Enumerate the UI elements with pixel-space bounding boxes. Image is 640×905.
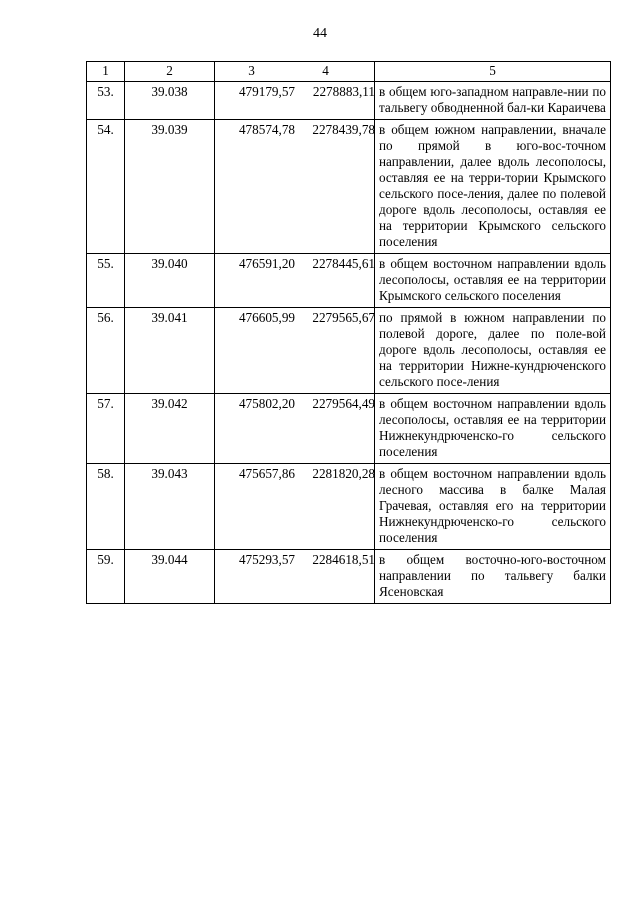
coordinates-cell <box>215 550 375 604</box>
page-number: 44 <box>313 26 327 41</box>
header-col-4: 4 <box>322 63 329 78</box>
row-number: 56. <box>87 308 125 394</box>
coord-y: 2278439,78 <box>312 122 375 137</box>
point-id: 39.041 <box>125 308 215 394</box>
table-row <box>87 550 611 604</box>
row-number: 57. <box>87 394 125 464</box>
point-id: 39.039 <box>125 120 215 254</box>
coord-x: 476591,20 <box>238 256 295 271</box>
table-row <box>87 464 611 550</box>
coordinates-cell <box>215 120 375 254</box>
coord-y: 2279565,67 <box>312 310 375 325</box>
coordinates-cell <box>215 464 375 550</box>
point-id: 39.044 <box>125 550 215 604</box>
table-row <box>87 120 611 254</box>
point-id: 39.043 <box>125 464 215 550</box>
direction-description: в общем южном направлении, вначале по прямой в юго-вос-точном направлении, далее вдоль лесополосы, оставляя ее на терри-тории Крымского сельского посе-ления, далее по полевой дороге вдоль лесополосы, оставляя ее на территории Крымского сельского поселения <box>375 120 611 254</box>
row-number: 53. <box>87 82 125 120</box>
coord-x: 475293,57 <box>238 552 295 567</box>
row-number: 58. <box>87 464 125 550</box>
table-row <box>87 394 611 464</box>
coordinates-cell <box>215 394 375 464</box>
row-number: 54. <box>87 120 125 254</box>
point-id: 39.040 <box>125 254 215 308</box>
direction-description: в общем восточно-юго-восточном направлении по тальвегу балки Ясеновская <box>375 550 611 604</box>
direction-description: в общем восточном направлении вдоль лесополосы, оставляя ее на территории Крымского сельского поселения <box>375 254 611 308</box>
coord-y: 2284618,51 <box>312 552 375 567</box>
table-row <box>87 308 611 394</box>
row-number: 59. <box>87 550 125 604</box>
coord-x: 475802,20 <box>238 396 295 411</box>
table-row <box>87 254 611 308</box>
header-col-5: 5 <box>375 62 611 82</box>
direction-description: в общем восточном направлении вдоль лесного массива в балке Малая Грачевая, оставляя его на территории Нижнекундрюченско-го сельского поселения <box>375 464 611 550</box>
coord-y: 2281820,28 <box>312 466 375 481</box>
point-id: 39.042 <box>125 394 215 464</box>
coord-x: 475657,86 <box>238 466 295 481</box>
coord-y: 2278445,61 <box>312 256 375 271</box>
coord-x: 478574,78 <box>238 122 295 137</box>
coord-y: 2278883,11 <box>312 84 375 99</box>
coordinates-cell <box>215 308 375 394</box>
coord-x: 476605,99 <box>238 310 295 325</box>
header-col-3-4 <box>215 62 375 82</box>
coordinates-cell <box>215 254 375 308</box>
header-col-3: 3 <box>248 63 255 78</box>
direction-description: по прямой в южном направлении по полевой дороге, далее по поле-вой дороге вдоль лесополосы, оставляя ее на территории Нижне-кундрюченского сельского посе-ления <box>375 308 611 394</box>
point-id: 39.038 <box>125 82 215 120</box>
direction-description: в общем юго-западном направле-нии по тальвегу обводненной бал-ки Караичева <box>375 82 611 120</box>
coord-y: 2279564,49 <box>312 396 375 411</box>
coord-x: 479179,57 <box>238 84 295 99</box>
direction-description: в общем восточном направлении вдоль лесополосы, оставляя ее на территории Нижнекундрюченско-го сельского поселения <box>375 394 611 464</box>
coordinates-cell <box>215 82 375 120</box>
header-col-1: 1 <box>87 62 125 82</box>
table-row <box>87 82 611 120</box>
row-number: 55. <box>87 254 125 308</box>
boundary-points-table <box>86 61 611 604</box>
table-header-row <box>87 62 611 82</box>
header-col-2: 2 <box>125 62 215 82</box>
